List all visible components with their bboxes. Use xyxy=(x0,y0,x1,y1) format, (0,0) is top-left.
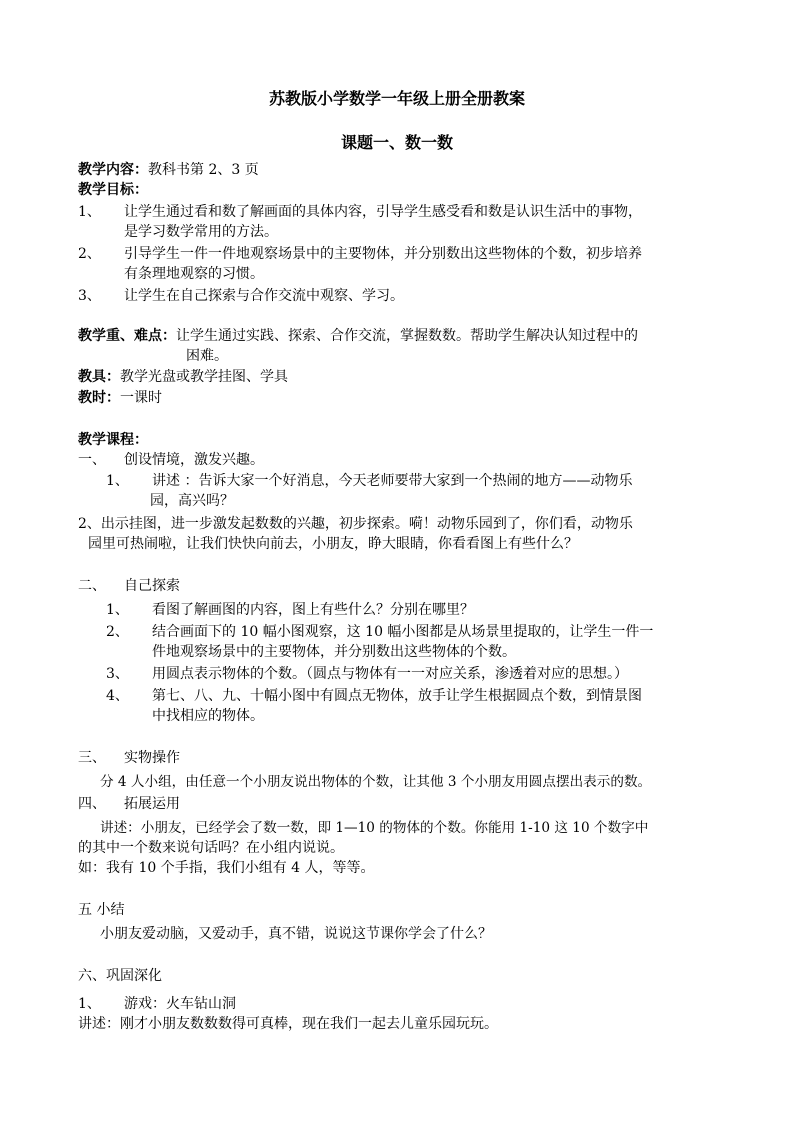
time-value: 一课时 xyxy=(120,390,162,406)
section-number: 四、 xyxy=(78,796,106,812)
section-number: 三、 xyxy=(78,750,106,766)
item-number: 4、 xyxy=(106,688,129,704)
tools-label: 教具： xyxy=(78,369,120,385)
key-points-text-cont: 困难。 xyxy=(186,348,228,364)
section-title: 拓展运用 xyxy=(124,796,180,812)
item-text-cont: 件地观察场景中的主要物体，并分别数出这些物体的个数。 xyxy=(152,644,516,660)
key-points-text: 让学生通过实践、探索、合作交流，掌握数数。帮助学生解决认知过程中的 xyxy=(176,328,638,344)
section-2-item-4 xyxy=(106,686,756,706)
goal-text: 让学生在自己探索与合作交流中观察、学习。 xyxy=(124,288,404,304)
lesson-title: 课题一、数一数 xyxy=(340,133,453,152)
goal-item-1 xyxy=(78,202,728,222)
item-text: 结合画面下的 10 幅小图观察，这 10 幅小图都是从场景里提取的，让学生一件一 xyxy=(152,624,654,640)
goal-text: 让学生通过看和数了解画面的具体内容，引导学生感受看和数是认识生活中的事物， xyxy=(124,204,642,220)
section-3-heading xyxy=(78,748,728,768)
section-2-heading xyxy=(78,576,728,596)
time-row xyxy=(78,388,728,408)
item-number: 1、 xyxy=(78,996,101,1012)
goal-text: 引导学生一件一件地观察场景中的主要物体，并分别数出这些物体的个数，初步培养 xyxy=(124,246,642,262)
goal-text-cont: 是学习数学常用的方法。 xyxy=(124,224,278,240)
goal-number: 1、 xyxy=(78,204,101,220)
section-1-item-1 xyxy=(106,471,756,491)
item-text-cont: 园，高兴吗？ xyxy=(150,493,234,509)
section-title: 创设情境，激发兴趣。 xyxy=(124,452,264,468)
section-title: 自己探索 xyxy=(124,578,180,594)
section-5-text: 小朋友爱动脑，又爱动手，真不错，说说这节课你学会了什么？ xyxy=(100,926,492,942)
process-label: 教学课程： xyxy=(78,432,148,448)
item-number: 1、 xyxy=(106,473,129,489)
section-4-heading xyxy=(78,794,728,814)
goal-number: 2、 xyxy=(78,246,101,262)
item-number: 1、 xyxy=(106,602,129,618)
content-row xyxy=(78,160,728,180)
time-label: 教时： xyxy=(78,390,120,406)
section-1-item-2-cont: 园里可热闹啦，让我们快快向前去，小朋友，睁大眼睛，你看看图上有些什么？ xyxy=(88,536,578,552)
content-value: 教科书第 2、3 页 xyxy=(148,162,259,178)
section-4-line-1: 讲述：小朋友，已经学会了数一数，即 1—10 的物体的个数。你能用 1-10 这 10 个数字中 xyxy=(100,820,649,836)
item-number: 2、 xyxy=(106,624,129,640)
item-number: 3、 xyxy=(106,666,129,682)
section-4-line-3: 如：我有 10 个手指，我们小组有 4 人，等等。 xyxy=(78,860,375,876)
item-text: 游戏：火车钻山洞 xyxy=(124,996,236,1012)
tools-row xyxy=(78,367,728,387)
section-2-item-2 xyxy=(106,622,756,642)
item-text: 第七、八、九、十幅小图中有圆点无物体，放手让学生根据圆点个数，到情景图 xyxy=(152,688,642,704)
section-3-text: 分 4 人小组，由任意一个小朋友说出物体的个数，让其他 3 个小朋友用圆点摆出表示的数。 xyxy=(100,774,652,790)
goal-item-3 xyxy=(78,286,728,306)
section-4-line-2: 的其中一个数来说句话吗？在小组内说说。 xyxy=(78,840,344,856)
item-text: 用圆点表示物体的个数。（圆点与物体有一一对应关系，渗透着对应的思想。） xyxy=(152,666,628,682)
document-title: 苏教版小学数学一年级上册全册教案 xyxy=(268,89,525,108)
section-1-item-2: 2、出示挂图，进一步激发起数数的兴趣，初步探索。嗬！动物乐园到了，你们看，动物乐 xyxy=(78,516,633,532)
section-6-item-1 xyxy=(78,994,728,1014)
tools-value: 教学光盘或教学挂图、学具 xyxy=(120,369,288,385)
section-2-item-3 xyxy=(106,664,756,684)
section-6-line-2: 讲述：刚才小朋友数数数得可真棒，现在我们一起去儿童乐园玩玩。 xyxy=(78,1016,498,1032)
item-text: 讲述 ：告诉大家一个好消息，今天老师要带大家到一个热闹的地方——动物乐 xyxy=(152,473,633,489)
item-text-cont: 中找相应的物体。 xyxy=(152,708,264,724)
item-text: 看图了解画图的内容，图上有些什么？分别在哪里？ xyxy=(152,602,474,618)
section-number: 二、 xyxy=(78,578,106,594)
goal-item-2 xyxy=(78,244,728,264)
section-5-heading: 五 小结 xyxy=(78,902,125,918)
key-points-label: 教学重、难点： xyxy=(78,328,176,344)
goal-text-cont: 有条理地观察的习惯。 xyxy=(124,266,264,282)
section-2-item-1 xyxy=(106,600,756,620)
key-points-row xyxy=(78,326,728,346)
section-6-heading: 六、巩固深化 xyxy=(78,968,162,984)
section-title: 实物操作 xyxy=(124,750,180,766)
section-number: 一、 xyxy=(78,452,106,468)
content-label: 教学内容： xyxy=(78,162,148,178)
goal-number: 3、 xyxy=(78,288,101,304)
goals-label: 教学目标： xyxy=(78,182,148,198)
section-1-heading xyxy=(78,450,728,470)
